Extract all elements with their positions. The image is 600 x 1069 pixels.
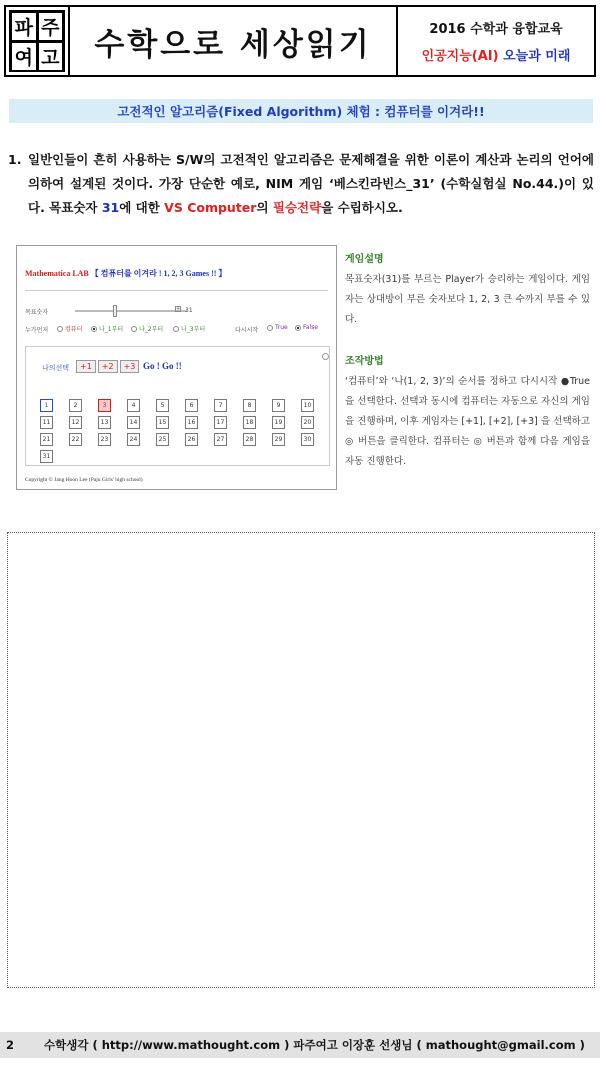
logo-char: 고 — [39, 43, 63, 70]
school-logo — [6, 7, 70, 75]
question-number: 1. — [8, 152, 22, 167]
control-description-text: ‘컴퓨터’와 ‘나(1, 2, 3)’의 순서를 정하고 다시시작 ●True을 선택한다. 선택과 동시에 컴퓨터는 자동으로 자신의 게임을 진행하며, 이후 게임자는 [+1], [+2], [+3] 을 선택하고 ◎ 버튼을 클릭한다. 컴퓨터는 ◎ 버튼과 함께 다음 게임을 자동 진행한다. — [345, 376, 590, 467]
game-panel — [25, 346, 330, 466]
choice-label: 나의선택 — [42, 364, 70, 372]
number-cell: 5 — [156, 399, 169, 412]
number-cell: 19 — [272, 416, 285, 429]
target-slider[interactable] — [75, 310, 187, 312]
question-text-part: 을 수립하시오. — [321, 200, 403, 215]
radio-label: False — [303, 324, 319, 331]
logo-char: 파 — [12, 13, 36, 40]
game-title-name: 【 컴퓨터를 이겨라 ! 1, 2, 3 Games !! 】 — [90, 269, 227, 278]
radio-icon — [57, 326, 63, 332]
game-description-heading: 게임설명 — [345, 254, 384, 265]
target-label: 목표숫자 — [25, 309, 49, 316]
game-title — [25, 268, 226, 279]
target-slider-handle[interactable] — [113, 305, 117, 317]
restart-label: 다시시작 — [235, 327, 259, 334]
number-cell: 12 — [69, 416, 82, 429]
number-cell: 3 — [98, 399, 111, 412]
number-cell: 17 — [214, 416, 227, 429]
control-description — [345, 352, 590, 472]
radio-me-1[interactable] — [91, 324, 123, 333]
header-topic — [422, 45, 571, 64]
radio-me-3[interactable] — [173, 324, 205, 333]
number-cell: 9 — [272, 399, 285, 412]
number-cell: 6 — [185, 399, 198, 412]
question-text-part: 의 — [256, 200, 273, 215]
number-cell: 10 — [301, 399, 314, 412]
number-cell: 11 — [40, 416, 53, 429]
number-cell: 1 — [40, 399, 53, 412]
question-text — [8, 148, 594, 220]
number-cell: 25 — [156, 433, 169, 446]
number-cell: 4 — [127, 399, 140, 412]
number-cell: 15 — [156, 416, 169, 429]
header-course: 2016 수학과 융합교육 — [429, 22, 563, 37]
copyright: Copyright © Jang Hoon Lee (Paju Girls' high school) — [25, 477, 143, 483]
choice-plus-3-button[interactable]: +3 — [120, 360, 140, 373]
number-cell: 8 — [243, 399, 256, 412]
radio-computer[interactable] — [57, 324, 82, 333]
number-cell: 2 — [69, 399, 82, 412]
game-screenshot — [16, 245, 337, 490]
radio-label: 컴퓨터 — [65, 326, 83, 333]
section-banner: 고전적인 알고리즘(Fixed Algorithm) 체험 : 컴퓨터를 이겨라!! — [9, 99, 593, 123]
number-grid — [40, 399, 325, 463]
answer-box[interactable] — [7, 532, 595, 988]
number-cell: 26 — [185, 433, 198, 446]
question-1 — [8, 148, 594, 220]
reset-icon[interactable] — [322, 353, 329, 360]
game-description-text: 목표숫자(31)를 부르는 Player가 승리하는 게임이다. 게임자는 상대방이 부른 숫자보다 1, 2, 3 큰 수까지 부를 수 있다. — [345, 274, 590, 325]
plus-icon[interactable]: + — [176, 306, 181, 312]
game-title-lab: Mathematica LAB — [25, 269, 89, 278]
number-cell: 27 — [214, 433, 227, 446]
who-first-label: 누가먼저 — [25, 327, 49, 334]
footer-text: 수학생각 ( http://www.mathought.com ) 파주여고 이장훈 선생님 ( mathought@gmail.com ) — [44, 1038, 585, 1052]
radio-icon — [267, 325, 273, 331]
number-cell: 23 — [98, 433, 111, 446]
page-title: 수학으로 세상읽기 — [70, 7, 398, 75]
number-cell: 31 — [40, 450, 53, 463]
number-cell: 7 — [214, 399, 227, 412]
header-topic-future: 오늘과 미래 — [503, 49, 571, 64]
number-cell: 14 — [127, 416, 140, 429]
number-cell: 18 — [243, 416, 256, 429]
radio-label: 나_3부터 — [181, 326, 206, 333]
number-cell: 22 — [69, 433, 82, 446]
question-strategy: 필승전략 — [272, 200, 322, 215]
number-cell: 20 — [301, 416, 314, 429]
question-text-part: 일반인들이 흔히 사용하는 S/W의 고전적인 알고리즘은 문제해결을 위한 이론이 계산과 논리의 언어에 의하여 설계된 것이다. 가장 단순한 예로, NIM 게임 ‘베스킨라빈스_31’ (수학실험실 No.44.)이 있다. 목표숫자 — [28, 152, 594, 215]
number-cell: 28 — [243, 433, 256, 446]
divider — [25, 290, 328, 291]
header-info — [398, 7, 594, 75]
radio-restart-false[interactable] — [295, 324, 318, 331]
logo-char: 주 — [39, 13, 63, 40]
radio-icon — [131, 326, 137, 332]
question-vs: VS Computer — [164, 200, 257, 215]
page-header — [4, 5, 596, 77]
choice-buttons — [76, 360, 139, 373]
radio-label: 나_2부터 — [139, 326, 164, 333]
target-value: 31 — [185, 307, 193, 314]
number-cell: 29 — [272, 433, 285, 446]
radio-me-2[interactable] — [131, 324, 163, 333]
choice-plus-2-button[interactable]: +2 — [98, 360, 118, 373]
header-topic-ai: 인공지능(AI) — [421, 49, 499, 64]
number-cell: 24 — [127, 433, 140, 446]
number-cell: 21 — [40, 433, 53, 446]
question-text-part: 에 대한 — [119, 200, 165, 215]
game-description — [345, 250, 590, 330]
radio-icon — [173, 326, 179, 332]
radio-icon — [295, 325, 301, 331]
number-cell: 13 — [98, 416, 111, 429]
page-footer — [0, 1032, 600, 1058]
logo-char: 여 — [12, 43, 36, 70]
number-cell: 30 — [301, 433, 314, 446]
number-cell: 16 — [185, 416, 198, 429]
radio-label: 나_1부터 — [99, 326, 124, 333]
radio-icon — [91, 326, 97, 332]
choice-plus-1-button[interactable]: +1 — [76, 360, 96, 373]
radio-label: True — [275, 324, 288, 331]
control-description-heading: 조작방법 — [345, 356, 384, 367]
question-target: 31 — [101, 200, 120, 215]
page-number: 2 — [6, 1038, 15, 1052]
go-label: Go ! Go !! — [143, 361, 182, 371]
radio-restart-true[interactable] — [267, 324, 288, 331]
